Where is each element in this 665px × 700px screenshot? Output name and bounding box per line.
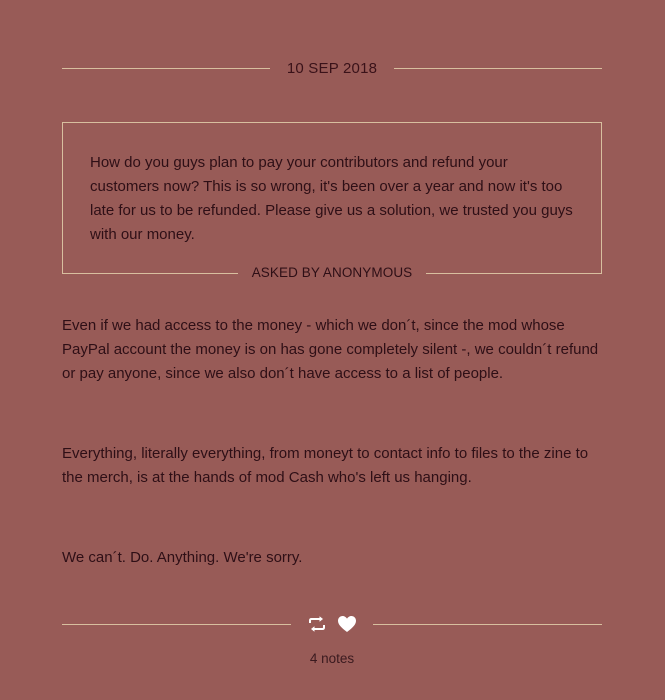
divider-line-right	[373, 624, 602, 625]
asker-attribution	[62, 263, 602, 283]
divider-line-left	[62, 68, 270, 69]
post-date[interactable]: 10 SEP 2018	[286, 60, 378, 77]
divider-line-right	[394, 68, 602, 69]
asker-label: ASKED BY ANONYMOUS	[238, 263, 427, 283]
answer-paragraph: Everything, literally everything, from moneyt to contact info to files to the zine to the merch, is at the hands of mod Cash who's left us hanging.	[62, 445, 589, 486]
heart-icon[interactable]	[337, 614, 357, 634]
ask-question-text: How do you guys plan to pay your contributors and refund your customers now? This is so wrong, it's been over a year and now it's too late for us to be refunded. Please give us a solution, we trusted you guys with our money.	[90, 154, 573, 243]
divider-line-left	[62, 624, 291, 625]
ask-box	[62, 122, 602, 274]
reblog-icon[interactable]	[307, 614, 327, 634]
notes-count[interactable]: 4 notes	[309, 651, 355, 666]
answer-paragraph: Even if we had access to the money - which we don´t, since the mod whose PayPal account the money is on has gone completely silent -, we couldn´t refund or pay anyone, since we also don´t have access to a list of people.	[62, 317, 599, 382]
post-footer	[62, 613, 602, 635]
post-date-divider	[62, 60, 602, 77]
answer-paragraph: We can´t. Do. Anything. We're sorry.	[62, 549, 303, 566]
post-actions	[291, 614, 373, 634]
